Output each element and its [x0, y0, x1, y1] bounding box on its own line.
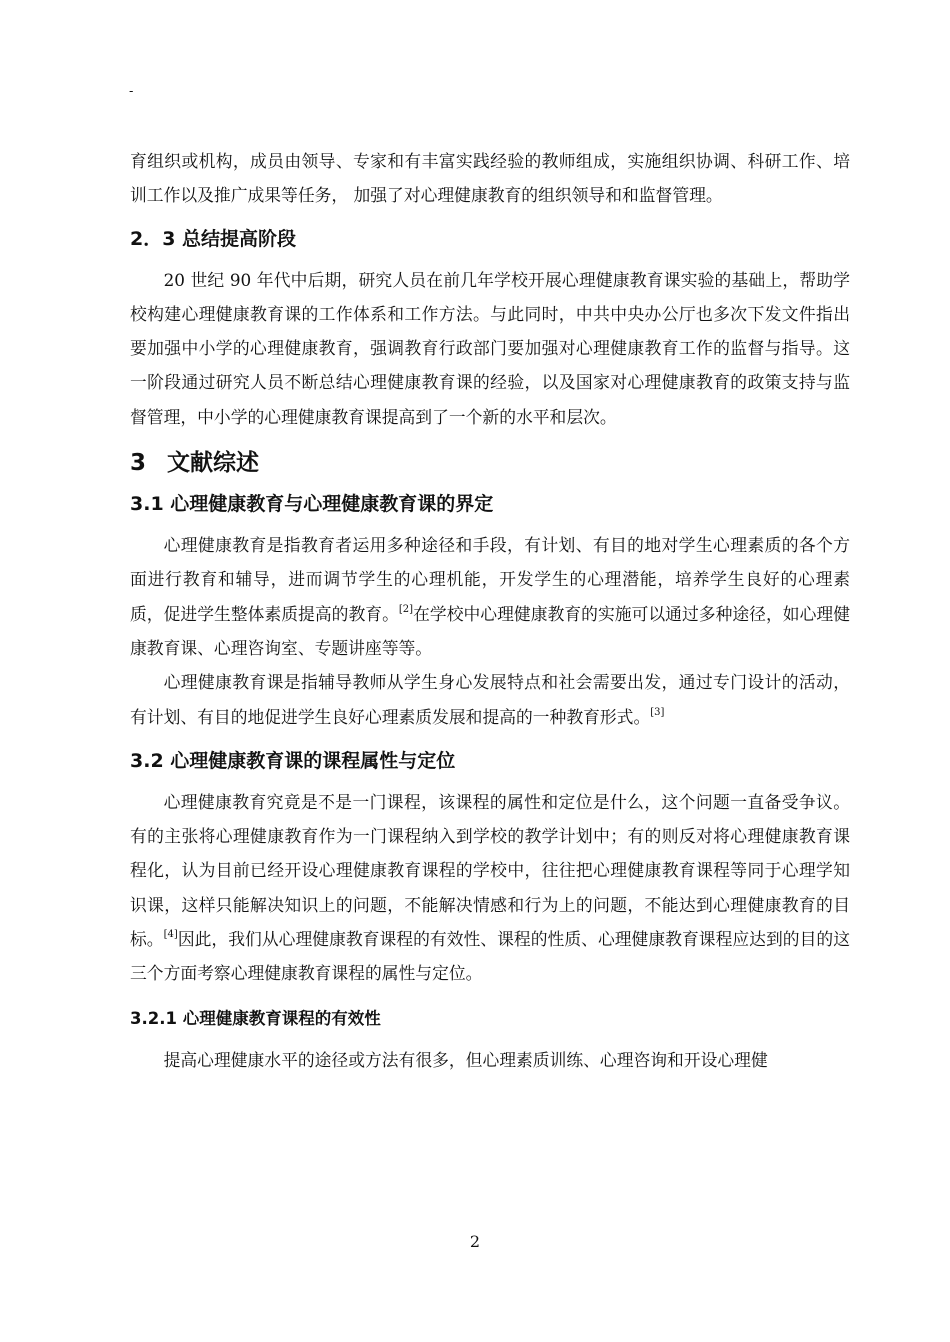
paragraph-text: 提高心理健康水平的途径或方法有很多，但心理素质训练、心理咨询和开设心理健 — [163, 1049, 768, 1070]
paragraph-text: 因此，我们从心理健康教育课程的有效性、课程的性质、心理健康教育课程应达到的目的这三个方面考察心理健康教育课程的属性与定位。 — [130, 929, 850, 984]
paragraph-text: 心理健康教育是指教育者运用多种途径和手段，有计划、有目的地对学生心理素质的各个方面进行教育和辅导，进而调节学生的心理机能，开发学生的心理潜能，培养学生良好的心理素质，促进学生整体素质提高的教育。 — [130, 535, 850, 624]
citation-ref[interactable]: [4] — [163, 929, 178, 941]
paragraph-text: 在学校中心理健康教育的实施可以通过多种途径，如心理健康教育课、心理咨询室、专题讲座等等。 — [130, 603, 850, 658]
citation-ref[interactable]: [3] — [650, 706, 665, 718]
paragraph-3-1-a — [130, 528, 850, 665]
section-heading-3-1: 3.1 心理健康教育与心理健康教育课的界定 — [130, 493, 494, 516]
chapter-number: 3 — [130, 450, 147, 477]
chapter-heading-3 — [130, 444, 850, 477]
section-heading-3-2: 3.2 心理健康教育课的课程属性与定位 — [130, 749, 456, 772]
paragraph-3-2-1 — [130, 1043, 850, 1077]
page-body — [130, 144, 850, 1077]
paragraph-3-1-b — [130, 665, 850, 734]
citation-ref[interactable]: [2] — [398, 603, 414, 615]
page-number: 2 — [469, 1232, 481, 1251]
paragraph-2-3 — [130, 263, 850, 434]
chapter-title: 文献综述 — [167, 450, 259, 477]
paragraph-text: 育组织或机构，成员由领导、专家和有丰富实践经验的教师组成，实施组织协调、科研工作、培训工作以及推广成果等任务， 加强了对心理健康教育的组织领导和和监督管理。 — [130, 151, 850, 206]
paragraph-continued — [130, 144, 850, 213]
paragraph-text: 心理健康教育究竟是不是一门课程，该课程的属性和定位是什么，这个问题一直备受争议。有的主张将心理健康教育作为一门课程纳入到学校的教学计划中；有的则反对将心理健康教育课程化，认为目前已经开设心理健康教育课程的学校中，往往把心理健康教育课程等同于心理学知识课，这样只能解决知识上的问题，不能解决情感和行为上的问题，不能达到心理健康教育的目标。 — [130, 791, 850, 950]
paragraph-text: 20 世纪 90 年代中后期，研究人员在前几年学校开展心理健康教育课实验的基础上，帮助学校构建心理健康教育课的工作体系和工作方法。与此同时，中共中央办公厅也多次下发文件指出要加强中小学的心理健康教育，强调教育行政部门要加强对心理健康教育工作的监督与指导。这一阶段通过研究人员不断总结心理健康教育课的经验，以及国家对心理健康教育的政策支持与监督管理，中小学的心理健康教育课提高到了一个新的水平和层次。 — [130, 269, 850, 427]
subsection-heading-3-2-1: 3.2.1 心理健康教育课程的有效性 — [130, 1008, 381, 1028]
header-mark: - — [129, 84, 134, 99]
paragraph-text: 心理健康教育课是指辅导教师从学生身心发展特点和社会需要出发，通过专门设计的活动，有计划、有目的地促进学生良好心理素质发展和提高的一种教育形式。 — [130, 672, 850, 727]
paragraph-3-2 — [130, 785, 850, 991]
section-heading-2-3: 2．3 总结提高阶段 — [130, 227, 297, 250]
